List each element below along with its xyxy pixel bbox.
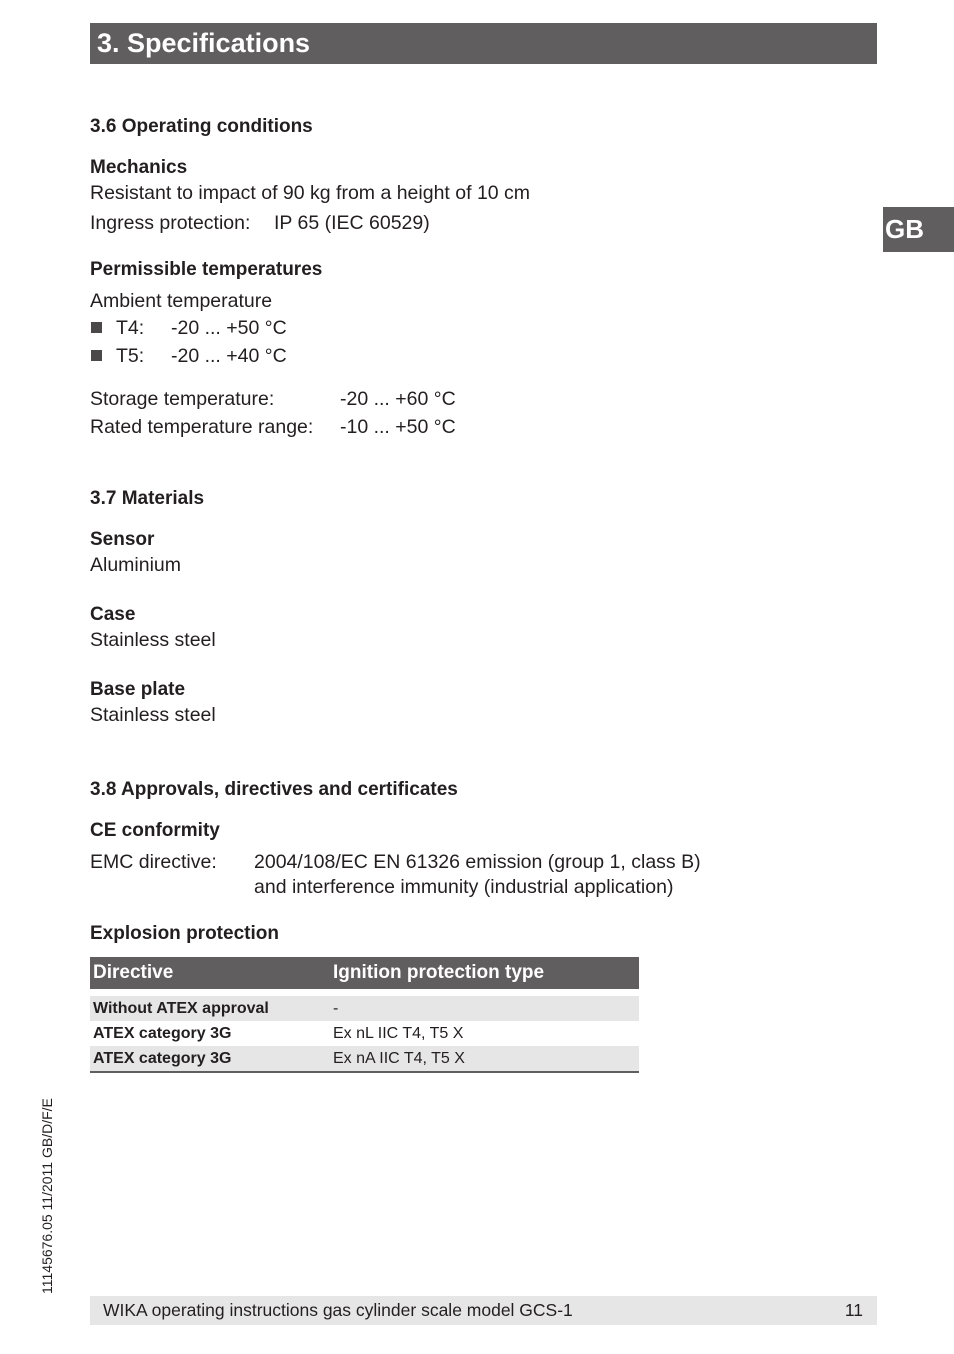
ingress-protection-label: Ingress protection: <box>90 212 251 234</box>
t4-label: T4: <box>116 317 145 339</box>
ignition-type-cell: Ex nA IIC T4, T5 X <box>333 1050 465 1067</box>
bullet-square-icon <box>91 322 102 333</box>
ce-conformity-heading: CE conformity <box>90 820 220 841</box>
base-plate-heading: Base plate <box>90 679 186 700</box>
table-bottom-rule <box>90 1071 639 1073</box>
t4-value: -20 ... +50 °C <box>171 317 287 339</box>
ignition-type-cell: - <box>333 1000 339 1017</box>
t5-label: T5: <box>116 345 145 367</box>
explosion-protection-table <box>90 957 639 1073</box>
table-row <box>90 1046 639 1071</box>
emc-directive-line2: and interference immunity (industrial application) <box>254 876 674 898</box>
table-row <box>90 1021 639 1046</box>
mechanics-heading: Mechanics <box>90 157 188 178</box>
emc-directive-line1: 2004/108/EC EN 61326 emission (group 1, class B) <box>254 851 701 873</box>
language-tab-label: GB <box>885 214 924 244</box>
case-material: Stainless steel <box>90 629 216 651</box>
directive-cell: Without ATEX approval <box>93 1000 269 1017</box>
page-number: 11 <box>844 1300 863 1320</box>
rated-temperature-label: Rated temperature range: <box>90 416 314 438</box>
ingress-protection-value: IP 65 (IEC 60529) <box>274 212 430 234</box>
page-footer <box>90 1296 877 1325</box>
t5-value: -20 ... +40 °C <box>171 345 287 367</box>
table-row <box>90 996 639 1021</box>
emc-directive-label: EMC directive: <box>90 851 217 873</box>
impact-resistance-text: Resistant to impact of 90 kg from a height of 10 cm <box>90 182 531 204</box>
directive-cell: ATEX category 3G <box>93 1025 232 1042</box>
sensor-material: Aluminium <box>90 554 182 576</box>
operating-conditions-heading: 3.6 Operating conditions <box>90 116 313 137</box>
permissible-temperatures-heading: Permissible temperatures <box>90 259 323 280</box>
language-tab <box>883 207 954 252</box>
storage-temperature-label: Storage temperature: <box>90 388 275 410</box>
column-header-ignition-type: Ignition protection type <box>333 962 545 983</box>
base-plate-material: Stainless steel <box>90 704 216 726</box>
column-header-directive: Directive <box>93 962 174 983</box>
section-header <box>90 23 877 64</box>
ambient-temperature-label: Ambient temperature <box>90 290 273 312</box>
table-header <box>90 957 639 989</box>
section-title: 3. Specifications <box>97 28 311 58</box>
document-code: 11145676.05 11/2011 GB/D/F/E <box>39 1098 55 1294</box>
storage-temperature-value: -20 ... +60 °C <box>340 388 456 410</box>
explosion-protection-heading: Explosion protection <box>90 923 279 944</box>
ignition-type-cell: Ex nL IIC T4, T5 X <box>333 1025 464 1042</box>
footer-text: WIKA operating instructions gas cylinder scale model GCS-1 <box>103 1300 573 1320</box>
approvals-heading: 3.8 Approvals, directives and certificates <box>90 779 458 800</box>
directive-cell: ATEX category 3G <box>93 1050 232 1067</box>
materials-heading: 3.7 Materials <box>90 488 205 509</box>
bullet-square-icon <box>91 350 102 361</box>
rated-temperature-value: -10 ... +50 °C <box>340 416 456 438</box>
sensor-heading: Sensor <box>90 529 155 550</box>
case-heading: Case <box>90 604 136 625</box>
